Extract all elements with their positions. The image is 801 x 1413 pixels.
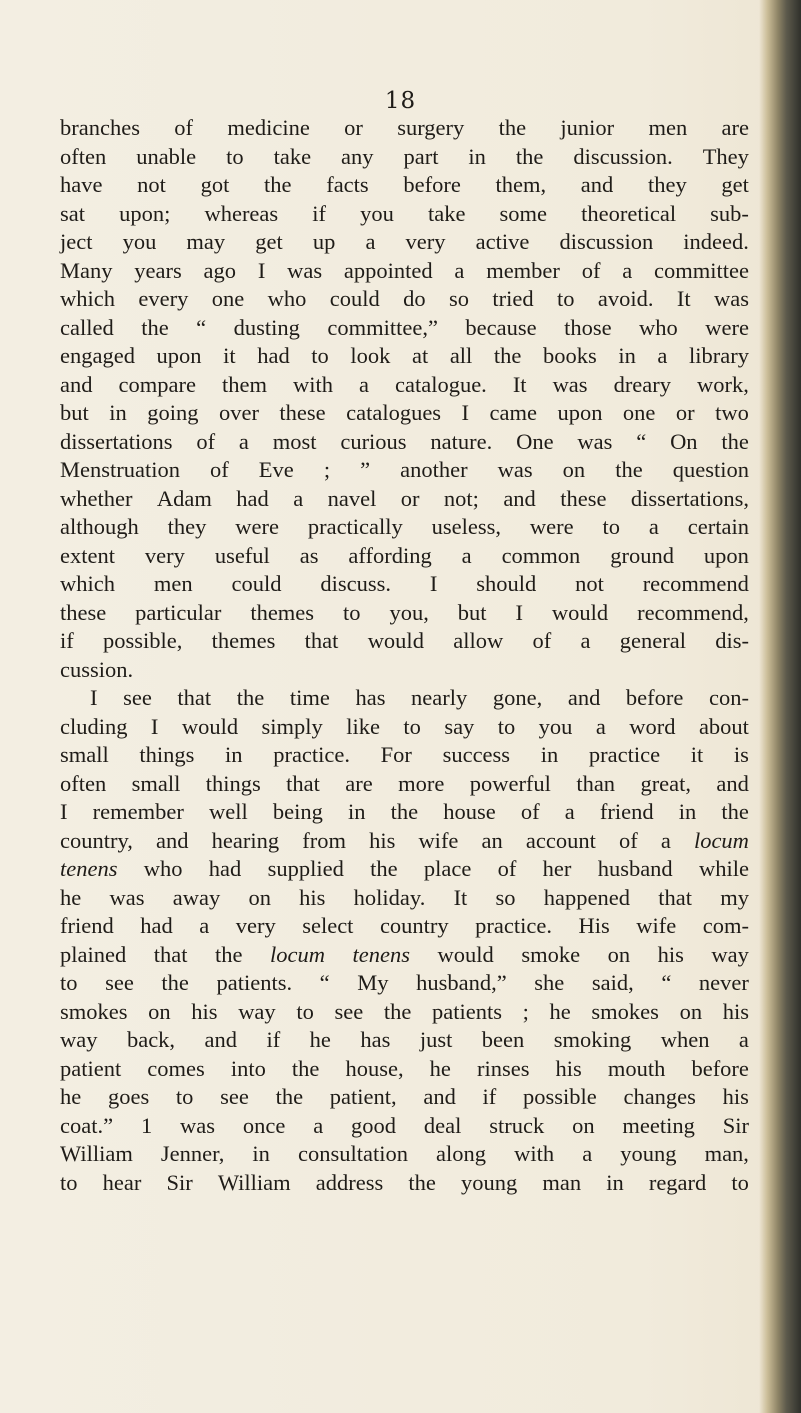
text-line: these particular themes to you, but I would recommend, (60, 599, 749, 625)
text-line: cussion. (60, 656, 134, 682)
text-line: and compare them with a catalogue. It was dreary work, (60, 371, 749, 397)
text-line: he was away on his holiday. It so happened that my (60, 884, 749, 910)
text-line: smokes on his way to see the patients ; he smokes on his (60, 998, 749, 1024)
text-line: I see that the time has nearly gone, and before con- (90, 685, 749, 710)
page-number: 18 (384, 88, 417, 114)
text-line: William Jenner, in consultation along with a young man, (60, 1141, 749, 1166)
text-line: extent very useful as affording a common ground upon (60, 542, 749, 568)
text-line: friend had a very select country practice. His wife com- (60, 913, 749, 938)
text-line: engaged upon it had to look at all the books in a library (60, 343, 749, 368)
text-line: called the “ dusting committee,” because those who were (60, 314, 749, 340)
text-line: to see the patients. “ My husband,” she said, “ never (60, 970, 749, 995)
page-binding-edge (759, 0, 801, 1413)
text-line: but in going over these catalogues I came upon one or two (60, 400, 749, 425)
text-line: Many years ago I was appointed a member of a committee (60, 257, 749, 283)
text-line: have not got the facts before them, and they get (60, 172, 749, 197)
text-line: often small things that are more powerful than great, and (60, 770, 749, 796)
text-line: way back, and if he has just been smoking when a (60, 1027, 749, 1052)
text-line: ject you may get up a very active discussion indeed. (60, 229, 749, 254)
text-line: patient comes into the house, he rinses his mouth before (60, 1055, 749, 1081)
text-line: dissertations of a most curious nature. One was “ On the (60, 428, 749, 454)
text-line: plained that the locum tenens would smoke on his way (60, 941, 749, 967)
text-line: which men could discuss. I should not recommend (60, 571, 749, 596)
text-line: often unable to take any part in the discussion. They (60, 143, 749, 169)
text-line: although they were practically useless, were to a certain (60, 514, 749, 539)
text-line: branches of medicine or surgery the junior men are (60, 115, 749, 140)
text-line: coat.” 1 was once a good deal struck on meeting Sir (60, 1112, 749, 1138)
text-line: to hear Sir William address the young man in regard to (60, 1169, 749, 1195)
text-line: Menstruation of Eve ; ” another was on the question (60, 457, 749, 482)
text-line: if possible, themes that would allow of a general dis- (60, 628, 749, 653)
body-text (60, 114, 749, 1197)
text-line: whether Adam had a navel or not; and these dissertations, (60, 485, 749, 511)
text-line: I remember well being in the house of a friend in the (60, 799, 749, 824)
text-line: he goes to see the patient, and if possible changes his (60, 1084, 749, 1109)
text-line: country, and hearing from his wife an account of a locum (60, 827, 749, 853)
text-line: small things in practice. For success in practice it is (60, 742, 749, 767)
text-line: cluding I would simply like to say to you a word about (60, 713, 749, 739)
text-line: tenens who had supplied the place of her husband while (60, 856, 749, 881)
text-line: which every one who could do so tried to avoid. It was (60, 286, 749, 311)
text-line: sat upon; whereas if you take some theoretical sub- (60, 200, 749, 226)
